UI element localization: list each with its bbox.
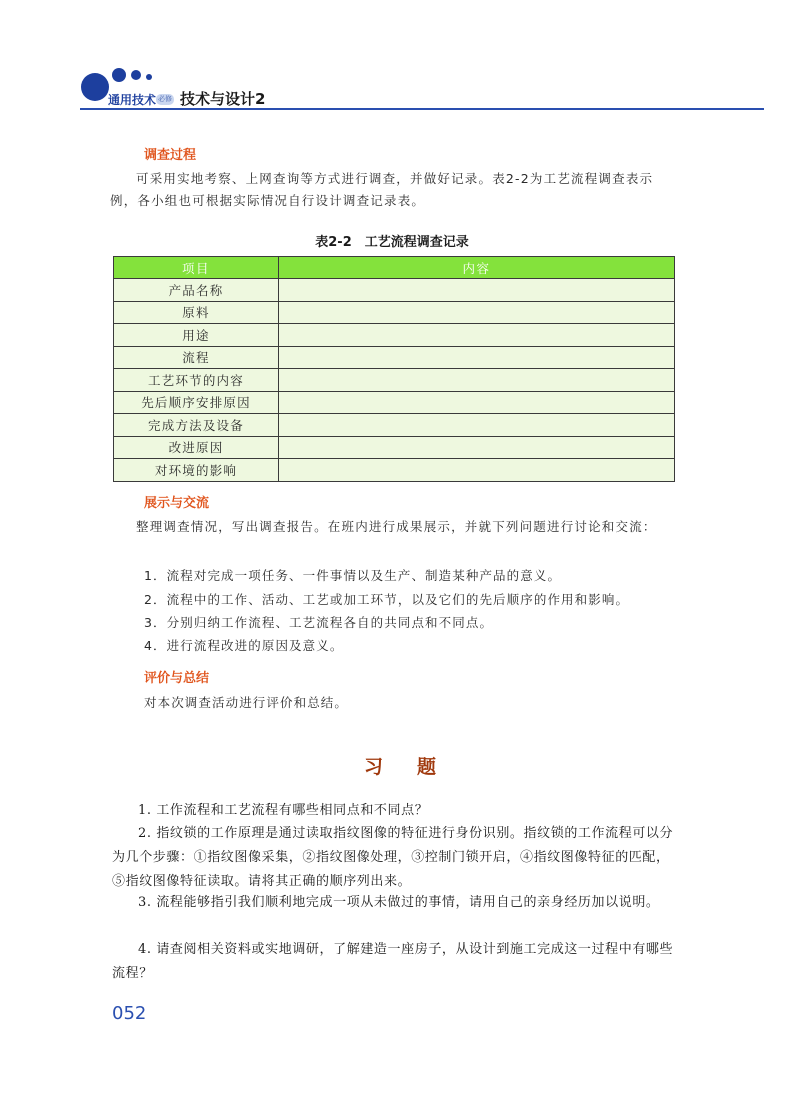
table-row [114, 391, 675, 414]
table-cell-content [279, 369, 675, 392]
display-item-4: 4．进行流程改进的原因及意义。 [144, 638, 344, 653]
table-cell-content [279, 414, 675, 437]
header-rule [80, 108, 764, 110]
exercise-2: 2. 指纹锁的工作原理是通过读取指纹图像的特征进行身份识别。指纹锁的工作流程可以分为几个步骤：①指纹图像采集，②指纹图像处理，③控制门锁开启，④指纹图像特征的匹配，⑤指纹图像特征读取。请将其正确的顺序列出来。 [112, 826, 674, 889]
display-intro: 整理调查情况，写出调查报告。在班内进行成果展示，并就下列问题进行讨论和交流： [136, 519, 657, 534]
table-cell-content [279, 391, 675, 414]
display-item-3: 3．分别归纳工作流程、工艺流程各自的共同点和不同点。 [144, 615, 494, 630]
table-cell-content [279, 346, 675, 369]
table-row [114, 459, 675, 482]
table-cell-content [279, 459, 675, 482]
table-row [114, 346, 675, 369]
exercise-1: 1. 工作流程和工艺流程有哪些相同点和不同点？ [138, 803, 429, 818]
table-cell-content [279, 279, 675, 302]
page-number: 052 [112, 1003, 147, 1024]
table-cell-item: 改进原因 [114, 436, 279, 459]
table-cell-item: 对环境的影响 [114, 459, 279, 482]
header-dot-medium [112, 68, 126, 82]
series-label: 通用技术 [108, 93, 157, 107]
evaluation-text: 对本次调查活动进行评价和总结。 [144, 695, 349, 710]
table-cell-item: 流程 [114, 346, 279, 369]
table-cell-content [279, 301, 675, 324]
table-row [114, 279, 675, 302]
display-item-2: 2．流程中的工作、活动、工艺或加工环节，以及它们的先后顺序的作用和影响。 [144, 592, 630, 607]
book-title: 技术与设计2 [180, 90, 266, 108]
header-dot-large [81, 73, 109, 101]
table-row [114, 301, 675, 324]
table-cell-item: 完成方法及设备 [114, 414, 279, 437]
table-cell-content [279, 324, 675, 347]
survey-process-text: 可采用实地考察、上网查询等方式进行调查，并做好记录。表2-2为工艺流程调查表示例，各小组也可根据实际情况自行设计调查记录表。 [110, 171, 654, 208]
display-heading: 展示与交流 [144, 496, 210, 511]
table-header-content: 内容 [279, 257, 675, 279]
table-row [114, 414, 675, 437]
table-cell-item: 产品名称 [114, 279, 279, 302]
series-badge: 必修 [158, 95, 172, 103]
table-row [114, 369, 675, 392]
header-dot-small [131, 70, 141, 80]
display-item-1: 1．流程对完成一项任务、一件事情以及生产、制造某种产品的意义。 [144, 568, 562, 583]
table-row [114, 436, 675, 459]
evaluation-heading: 评价与总结 [144, 671, 210, 686]
table-cell-item: 工艺环节的内容 [114, 369, 279, 392]
table-row [114, 324, 675, 347]
table-cell-item: 用途 [114, 324, 279, 347]
survey-table [113, 256, 675, 482]
header-dot-tiny [146, 74, 152, 80]
survey-process-heading: 调查过程 [144, 148, 197, 163]
table-header-item: 项目 [114, 257, 279, 279]
exercises-title: 习题 [363, 756, 470, 778]
table-cell-item: 先后顺序安排原因 [114, 391, 279, 414]
table-cell-content [279, 436, 675, 459]
table-cell-item: 原料 [114, 301, 279, 324]
table-header-row [114, 257, 675, 279]
exercise-3: 3. 流程能够指引我们顺利地完成一项从未做过的事情，请用自己的亲身经历加以说明。 [138, 895, 660, 910]
exercise-4: 4. 请查阅相关资料或实地调研，了解建造一座房子，从设计到施工完成这一过程中有哪些流程？ [112, 942, 674, 981]
table-caption: 表2-2 工艺流程调查记录 [315, 235, 469, 250]
